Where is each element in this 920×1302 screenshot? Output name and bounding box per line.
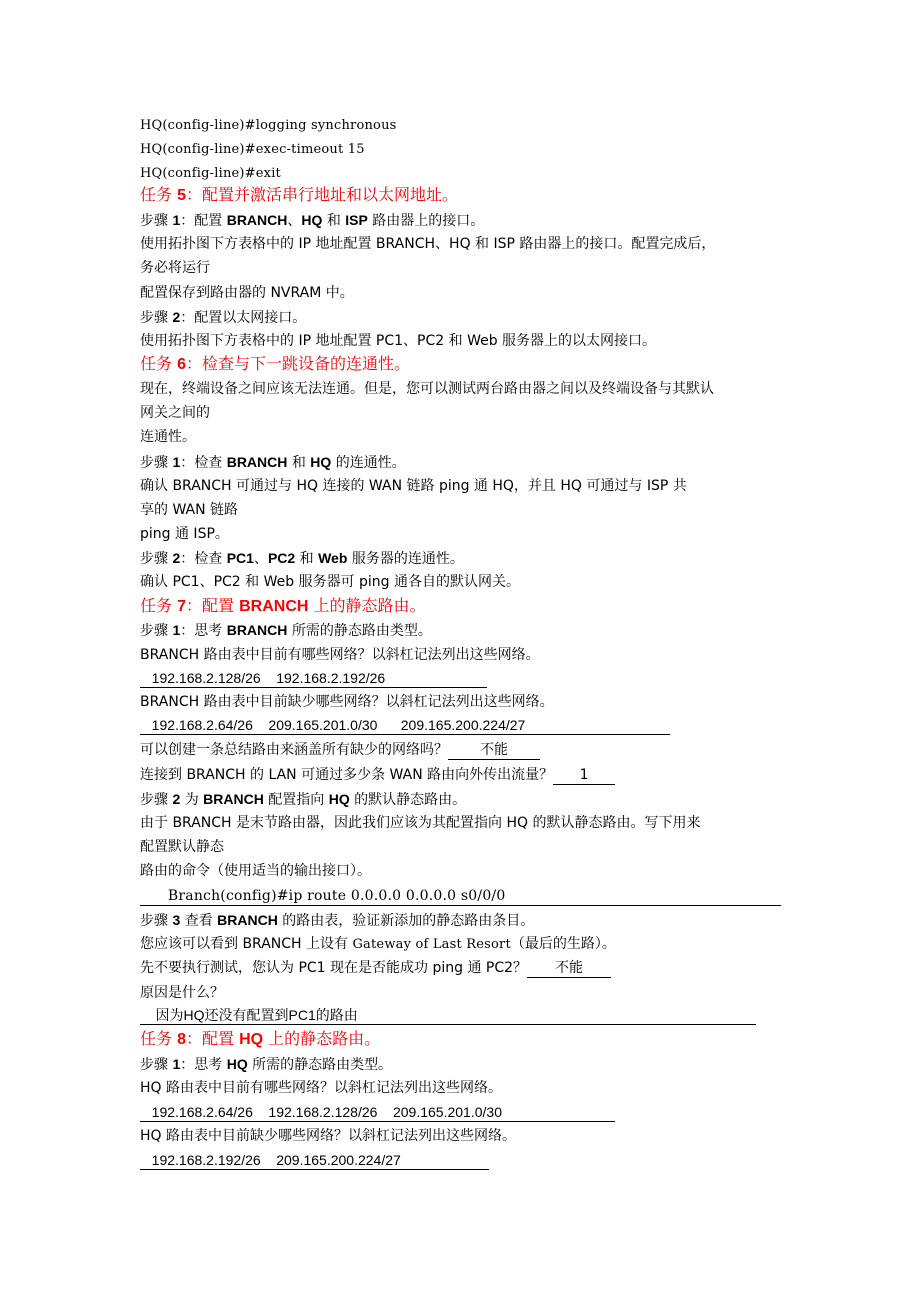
paragraph: 使用拓扑图下方表格中的 IP 地址配置 PC1、PC2 和 Web 服务器上的以太网接口。 xyxy=(140,333,657,349)
step-heading: 步骤 2 为 BRANCH 配置指向 HQ 的默认静态路由。 xyxy=(140,791,467,808)
cli-line: HQ(config-line)#logging synchronous xyxy=(140,118,397,133)
step-heading: 步骤 1：思考 HQ 所需的静态路由类型。 xyxy=(140,1056,393,1073)
paragraph: 配置保存到路由器的 NVRAM 中。 xyxy=(140,285,354,301)
answer-field: 因为HQ还没有配置到PC1的路由 xyxy=(140,1006,756,1025)
paragraph: 您应该可以看到 BRANCH 上设有 Gateway of Last Resort（最后的生路）。 xyxy=(140,936,616,952)
answer-field: 192.168.2.128/26 192.168.2.192/26 xyxy=(140,669,487,688)
step-heading: 步骤 1：检查 BRANCH 和 HQ 的连通性。 xyxy=(140,454,406,471)
paragraph: 享的 WAN 链路 xyxy=(140,502,239,518)
question-with-answer: 连接到 BRANCH 的 LAN 可通过多少条 WAN 路由向外传出流量？ 1 xyxy=(140,765,615,785)
answer-field: 1 xyxy=(553,767,615,785)
paragraph: 现在，终端设备之间应该无法连通。但是，您可以测试两台路由器之间以及终端设备与其默认 xyxy=(140,381,714,397)
step-heading: 步骤 3 查看 BRANCH 的路由表，验证新添加的静态路由条目。 xyxy=(140,912,535,929)
paragraph: 务必将运行 xyxy=(140,260,210,276)
paragraph: 由于 BRANCH 是末节路由器，因此我们应该为其配置指向 HQ 的默认静态路由。写下用来 xyxy=(140,815,701,831)
answer-field: 不能 xyxy=(448,742,540,760)
cli-line: HQ(config-line)#exit xyxy=(140,166,281,181)
question-with-answer: 先不要执行测试，您认为 PC1 现在是否能成功 ping 通 PC2？ 不能 xyxy=(140,958,611,978)
paragraph: 原因是什么？ xyxy=(140,985,224,1001)
paragraph: 确认 BRANCH 可通过与 HQ 连接的 WAN 链路 ping 通 HQ，并且 HQ 可通过与 ISP 共 xyxy=(140,478,687,494)
step-heading: 步骤 1：配置 BRANCH、HQ 和 ISP 路由器上的接口。 xyxy=(140,212,485,229)
task-5-heading: 任务 5：配置并激活串行地址和以太网地址。 xyxy=(140,185,459,204)
paragraph: 连通性。 xyxy=(140,429,196,445)
answer-field: 192.168.2.192/26 209.165.200.224/27 xyxy=(140,1151,489,1170)
paragraph: ping 通 ISP。 xyxy=(140,526,229,542)
task-8-heading: 任务 8：配置 HQ 上的静态路由。 xyxy=(140,1029,381,1048)
answer-field: Branch(config)#ip route 0.0.0.0 0.0.0.0 s0/0/0 xyxy=(140,887,781,906)
question: HQ 路由表中目前缺少哪些网络？以斜杠记法列出这些网络。 xyxy=(140,1128,516,1144)
answer-field: 192.168.2.64/26 209.165.201.0/30 209.165.200.224/27 xyxy=(140,716,670,735)
question: HQ 路由表中目前有哪些网络？以斜杠记法列出这些网络。 xyxy=(140,1080,502,1096)
task-6-heading: 任务 6：检查与下一跳设备的连通性。 xyxy=(140,354,411,373)
question-with-answer: 可以创建一条总结路由来涵盖所有缺少的网络吗？ 不能 xyxy=(140,740,540,760)
answer-field: 不能 xyxy=(527,960,611,978)
paragraph: 使用拓扑图下方表格中的 IP 地址配置 BRANCH、HQ 和 ISP 路由器上的接口。配置完成后， xyxy=(140,236,716,252)
step-heading: 步骤 1：思考 BRANCH 所需的静态路由类型。 xyxy=(140,622,432,639)
paragraph: 路由的命令（使用适当的输出接口）。 xyxy=(140,863,371,879)
paragraph: 网关之间的 xyxy=(140,405,210,421)
task-7-heading: 任务 7：配置 BRANCH 上的静态路由。 xyxy=(140,596,426,615)
answer-field: 192.168.2.64/26 192.168.2.128/26 209.165.201.0/30 xyxy=(140,1103,615,1122)
step-heading: 步骤 2：检查 PC1、PC2 和 Web 服务器的连通性。 xyxy=(140,550,464,567)
cli-line: HQ(config-line)#exec-timeout 15 xyxy=(140,142,365,157)
paragraph: 配置默认静态 xyxy=(140,839,224,855)
question: BRANCH 路由表中目前缺少哪些网络？以斜杠记法列出这些网络。 xyxy=(140,694,554,710)
paragraph: 确认 PC1、PC2 和 Web 服务器可 ping 通各自的默认网关。 xyxy=(140,574,521,590)
question: BRANCH 路由表中目前有哪些网络？以斜杠记法列出这些网络。 xyxy=(140,647,540,663)
step-heading: 步骤 2：配置以太网接口。 xyxy=(140,309,307,326)
